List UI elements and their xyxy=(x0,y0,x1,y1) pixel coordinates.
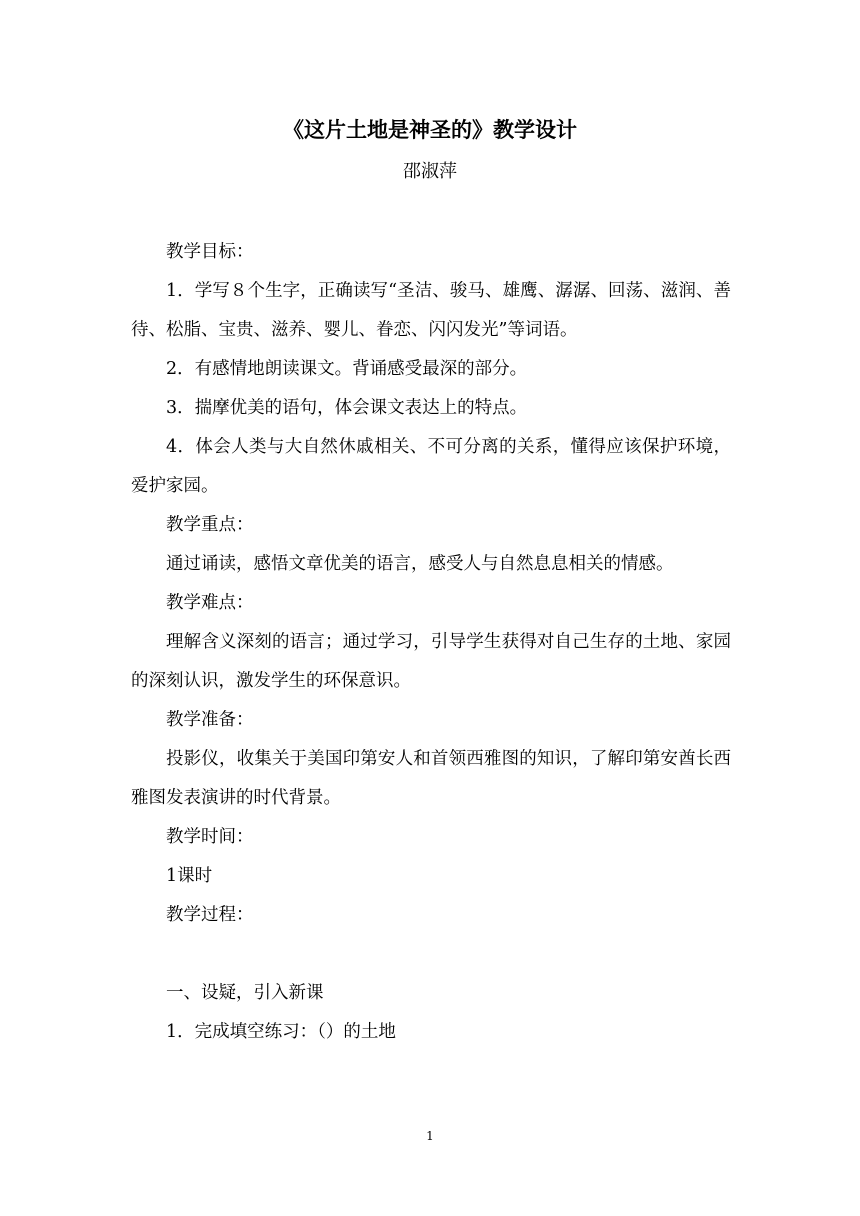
objective-item-1: 1．学写８个生字，正确读写“圣洁、骏马、雄鹰、潺潺、回荡、滋润、善待、松脂、宝贵、滋养、婴儿、眷恋、闪闪发光”等词语。 xyxy=(131,281,731,340)
section-heading-difficulties: 教学难点： xyxy=(166,593,254,613)
difficulties-text: 理解含义深刻的语言；通过学习，引导学生获得对自己生存的土地、家园的深刻认识，激发学生的环保意识。 xyxy=(131,632,731,691)
blank-line xyxy=(131,935,731,974)
document-body xyxy=(131,233,731,1052)
section-heading-time: 教学时间： xyxy=(166,827,254,847)
page-number: 1 xyxy=(426,1129,434,1143)
section-heading-key-points: 教学重点： xyxy=(166,515,254,535)
objective-item-2: 2．有感情地朗读课文。背诵感受最深的部分。 xyxy=(166,359,528,379)
objective-item-3: 3．揣摩优美的语句，体会课文表达上的特点。 xyxy=(166,398,528,418)
objective-item-4: 4．体会人类与大自然休戚相关、不可分离的关系，懂得应该保护环境，爱护家园。 xyxy=(131,437,731,496)
process-item-1: 1．完成填空练习：（）的土地 xyxy=(166,1022,396,1042)
section-heading-objectives: 教学目标： xyxy=(166,242,254,262)
document-title: 《这片土地是神圣的》教学设计 xyxy=(283,117,577,142)
document-author: 邵淑萍 xyxy=(403,161,457,182)
time-text: 1课时 xyxy=(166,866,213,886)
section-heading-process: 教学过程： xyxy=(166,905,254,925)
section-heading-preparation: 教学准备： xyxy=(166,710,254,730)
preparation-text: 投影仪，收集关于美国印第安人和首领西雅图的知识，了解印第安酋长西雅图发表演讲的时代背景。 xyxy=(131,749,731,808)
process-step-heading-1: 一、设疑，引入新课 xyxy=(166,983,324,1003)
key-points-text: 通过诵读，感悟文章优美的语言，感受人与自然息息相关的情感。 xyxy=(166,554,674,574)
